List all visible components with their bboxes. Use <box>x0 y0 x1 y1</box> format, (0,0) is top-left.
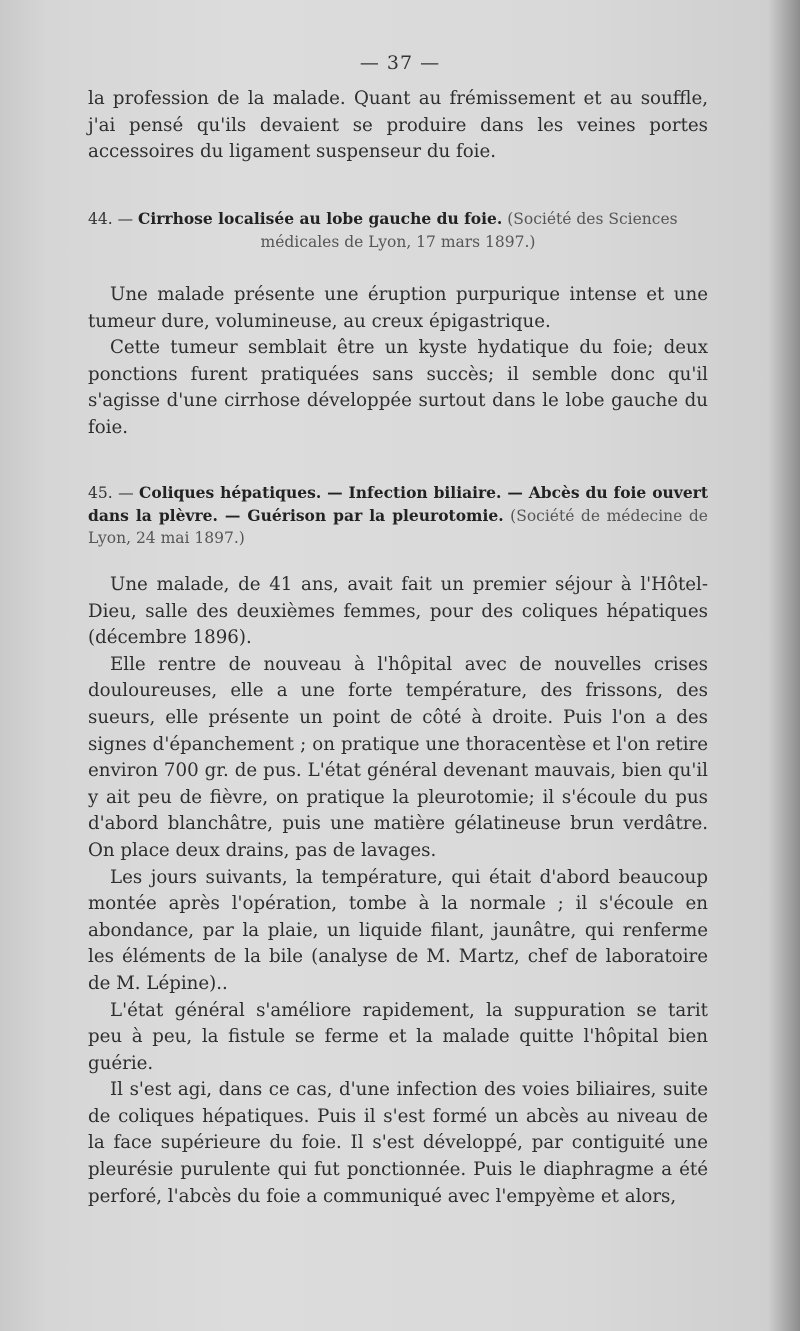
paragraph: Une malade présente une éruption purpurique intense et une tumeur dure, volumineuse, au creux épigastrique. <box>88 284 708 332</box>
entry-title: Coliques hépatiques. — Infection biliaire. — Abcès du foie ouvert dans la plèvre. — Guérison par la pleurotomie. <box>88 483 709 525</box>
entry-source: (Société des Sciences <box>507 210 678 228</box>
entry-number: 45. — <box>88 484 134 502</box>
paragraph: Cette tumeur semblait être un kyste hydatique du foie; deux ponctions furent pratiquées sans succès; il semble donc qu'il s'agisse d'une cirrhose développée surtout dans le lobe gauche du foie. <box>88 337 708 438</box>
entry-45-body <box>88 572 708 1210</box>
entry-45-heading <box>88 482 708 550</box>
entry-number: 44. — <box>88 210 134 228</box>
paragraph: Il s'est agi, dans ce cas, d'une infection des voies biliaires, suite de coliques hépatiques. Puis il s'est formé un abcès au niveau de la face supérieure du foie. Il s'est développé, par contiguité une pleurésie purulente qui fut ponctionnée. Puis le diaphragme a été perforé, l'abcès du foie a communiqué avec l'empyème et alors, <box>88 1079 708 1207</box>
paragraph: Elle rentre de nouveau à l'hôpital avec de nouvelles crises douloureuses, elle a une forte température, des frissons, des sueurs, elle présente un point de côté à droite. Puis l'on a des signes d'épanchement ; on pratique une thoracentèse et l'on retire environ 700 gr. de pus. L'état général devenant mauvais, bien qu'il y ait peu de fièvre, on pratique la pleurotomie; il s'écoule du pus d'abord blanchâtre, puis une matière gélatineuse brun verdâtre. On place deux drains, pas de lavages. <box>88 653 708 861</box>
intro-paragraph <box>88 86 708 166</box>
entry-44-body <box>88 282 708 442</box>
entry-title: Cirrhose localisée au lobe gauche du foie. <box>138 209 503 228</box>
page-number: — 37 — <box>359 52 441 74</box>
entry-source: (Société de médecine de Lyon, 24 mai 1897.) <box>88 506 708 547</box>
paragraph: L'état général s'améliore rapidement, la suppuration se tarit peu à peu, la fistule se ferme et la malade quitte l'hôpital bien guérie. <box>88 999 708 1074</box>
entry-44-heading <box>88 208 708 253</box>
paragraph: Une malade, de 41 ans, avait fait un premier séjour à l'Hôtel-Dieu, salle des deuxièmes femmes, pour des coliques hépatiques (décembre 1896). <box>88 574 708 649</box>
paragraph: la profession de la malade. Quant au frémissement et au souffle, j'ai pensé qu'ils devaient se produire dans les veines portes accessoires du ligament suspenseur du foie. <box>88 88 708 163</box>
entry-source-continued: médicales de Lyon, 17 mars 1897.) <box>260 232 536 251</box>
paragraph: Les jours suivants, la température, qui était d'abord beaucoup montée après l'opération, tombe à la normale ; il s'écoule en abondance, par la plaie, un liquide filant, jaunâtre, qui renferme les éléments de la bile (analyse de M. Martz, chef de laboratoire de M. Lépine).. <box>88 866 708 994</box>
